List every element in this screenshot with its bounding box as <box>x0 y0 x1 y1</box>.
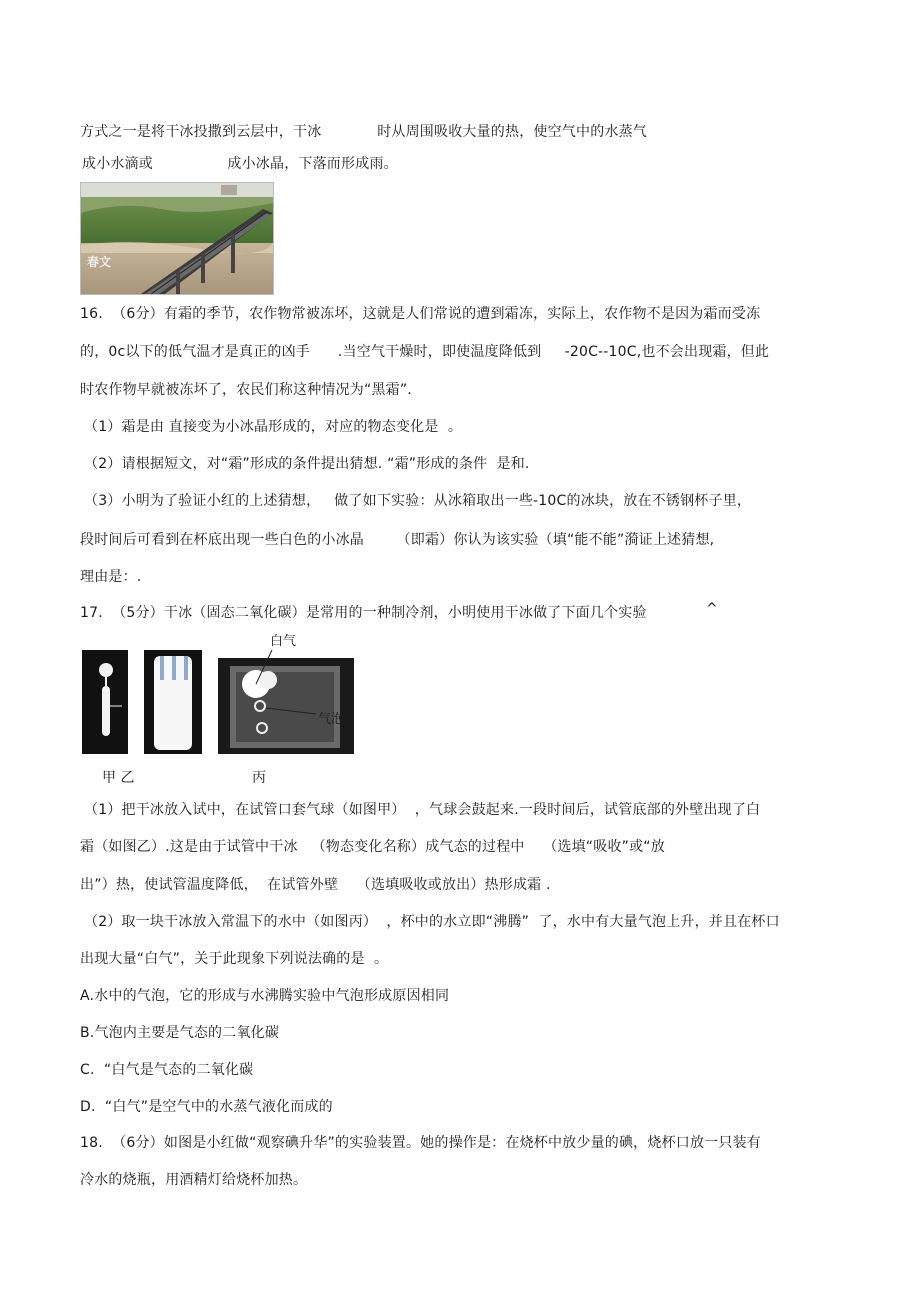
figure-caption-left: 甲 乙 <box>102 770 135 786</box>
q17-p1-a: （1）把干冰放入试中，在试管口套气球（如图甲） ，气球会鼓起来.一段时间后，试管底部的外壁出现了白 <box>84 802 761 818</box>
q16-sub-1: （1）霜是由 直接变为小冰晶形成的，对应的物态变化是 。 <box>84 419 463 435</box>
label-white-mist: 白气 <box>270 634 297 649</box>
bridge-photo <box>80 182 274 295</box>
experiment-drawing <box>80 628 370 758</box>
q18-line-2: 冷水的烧瓶，用酒精灯给烧杯加热。 <box>80 1172 308 1188</box>
q17-p2-b: 出现大量“白气”，关于此现象下列说法确的是 。 <box>80 951 389 967</box>
label-bubble: 气泡 <box>318 712 345 727</box>
q16-line-1: 16. （6分）有霜的季节，农作物常被冻坏，这就是人们常说的遭到霜冻，实际上，农作物不是因为霜而受冻 <box>80 306 761 322</box>
q17-p2-a: （2）取一块干冰放入常温下的水中（如图丙） ，杯中的水立即“沸腾” 了，水中有大量气泡上升，并且在杯口 <box>84 914 780 930</box>
q17-option-a: A.水中的气泡，它的形成与水沸腾实验中气泡形成原因相同 <box>80 988 450 1004</box>
figure-caption-right: 丙 <box>252 770 266 786</box>
q16-line-3: 时农作物早就被冻坏了，农民们称这种情况为“黑霜”. <box>80 382 412 398</box>
q16-sub-2: （2）请根据短文，对“霜”形成的条件提出猜想. “霜”形成的条件 是和. <box>84 456 530 472</box>
q16-sub-3b: 段时间后可看到在杯底出现一些白色的小冰晶 （即霜）你认为该实验（填“能不能”漪证上述猜想, <box>80 532 715 548</box>
q17-option-c: C. “白气是气态的二氧化碳 <box>80 1062 254 1078</box>
dry-ice-experiment-figure <box>80 628 370 758</box>
photo-watermark: 春文 <box>87 255 112 269</box>
q17-p1-b: 霜（如图乙）.这是由于试管中干冰 （物态变化名称）成气态的过程中 （选填“吸收”或“放 <box>80 839 665 855</box>
q17-caret: ^ <box>706 601 718 617</box>
q16-line-2: 的，0c以下的低气温才是真正的凶手 .当空气干燥时，即使温度降低到 -20C--10C,也不会出现霜，但此 <box>80 344 770 360</box>
q17-option-b: B.气泡内主要是气态的二氧化碳 <box>80 1025 280 1041</box>
q17-p1-c: 出”）热，使试管温度降低， 在试管外壁 （选填吸收或放出）热形成霜 . <box>80 877 551 893</box>
intro-line-1: 方式之一是将干冰投撒到云层中，干冰 时从周围吸收大量的热，使空气中的水蒸气 <box>80 124 647 140</box>
bridge-photo-drawing <box>81 183 273 294</box>
q18-line-1: 18. （6分）如图是小红做“观察碘升华”的实验装置。她的操作是：在烧杯中放少量的碘，烧杯口放一只装有 <box>80 1135 761 1151</box>
intro-line-2: 成小水滴或 成小冰晶，下落而形成雨。 <box>82 156 398 172</box>
q17-option-d: D. “白气”是空气中的水蒸气液化而成的 <box>80 1099 333 1115</box>
q17-line-1: 17. （5分）干冰（固态二氧化碳）是常用的一种制冷剂，小明使用干冰做了下面几个实验 <box>80 605 647 621</box>
q16-sub-3a: （3）小明为了验证小红的上述猜想， 做了如下实验：从冰箱取出一些-10C的冰块，放在不锈钢杯子里， <box>84 493 752 509</box>
q16-sub-3c: 理由是：. <box>80 569 142 585</box>
